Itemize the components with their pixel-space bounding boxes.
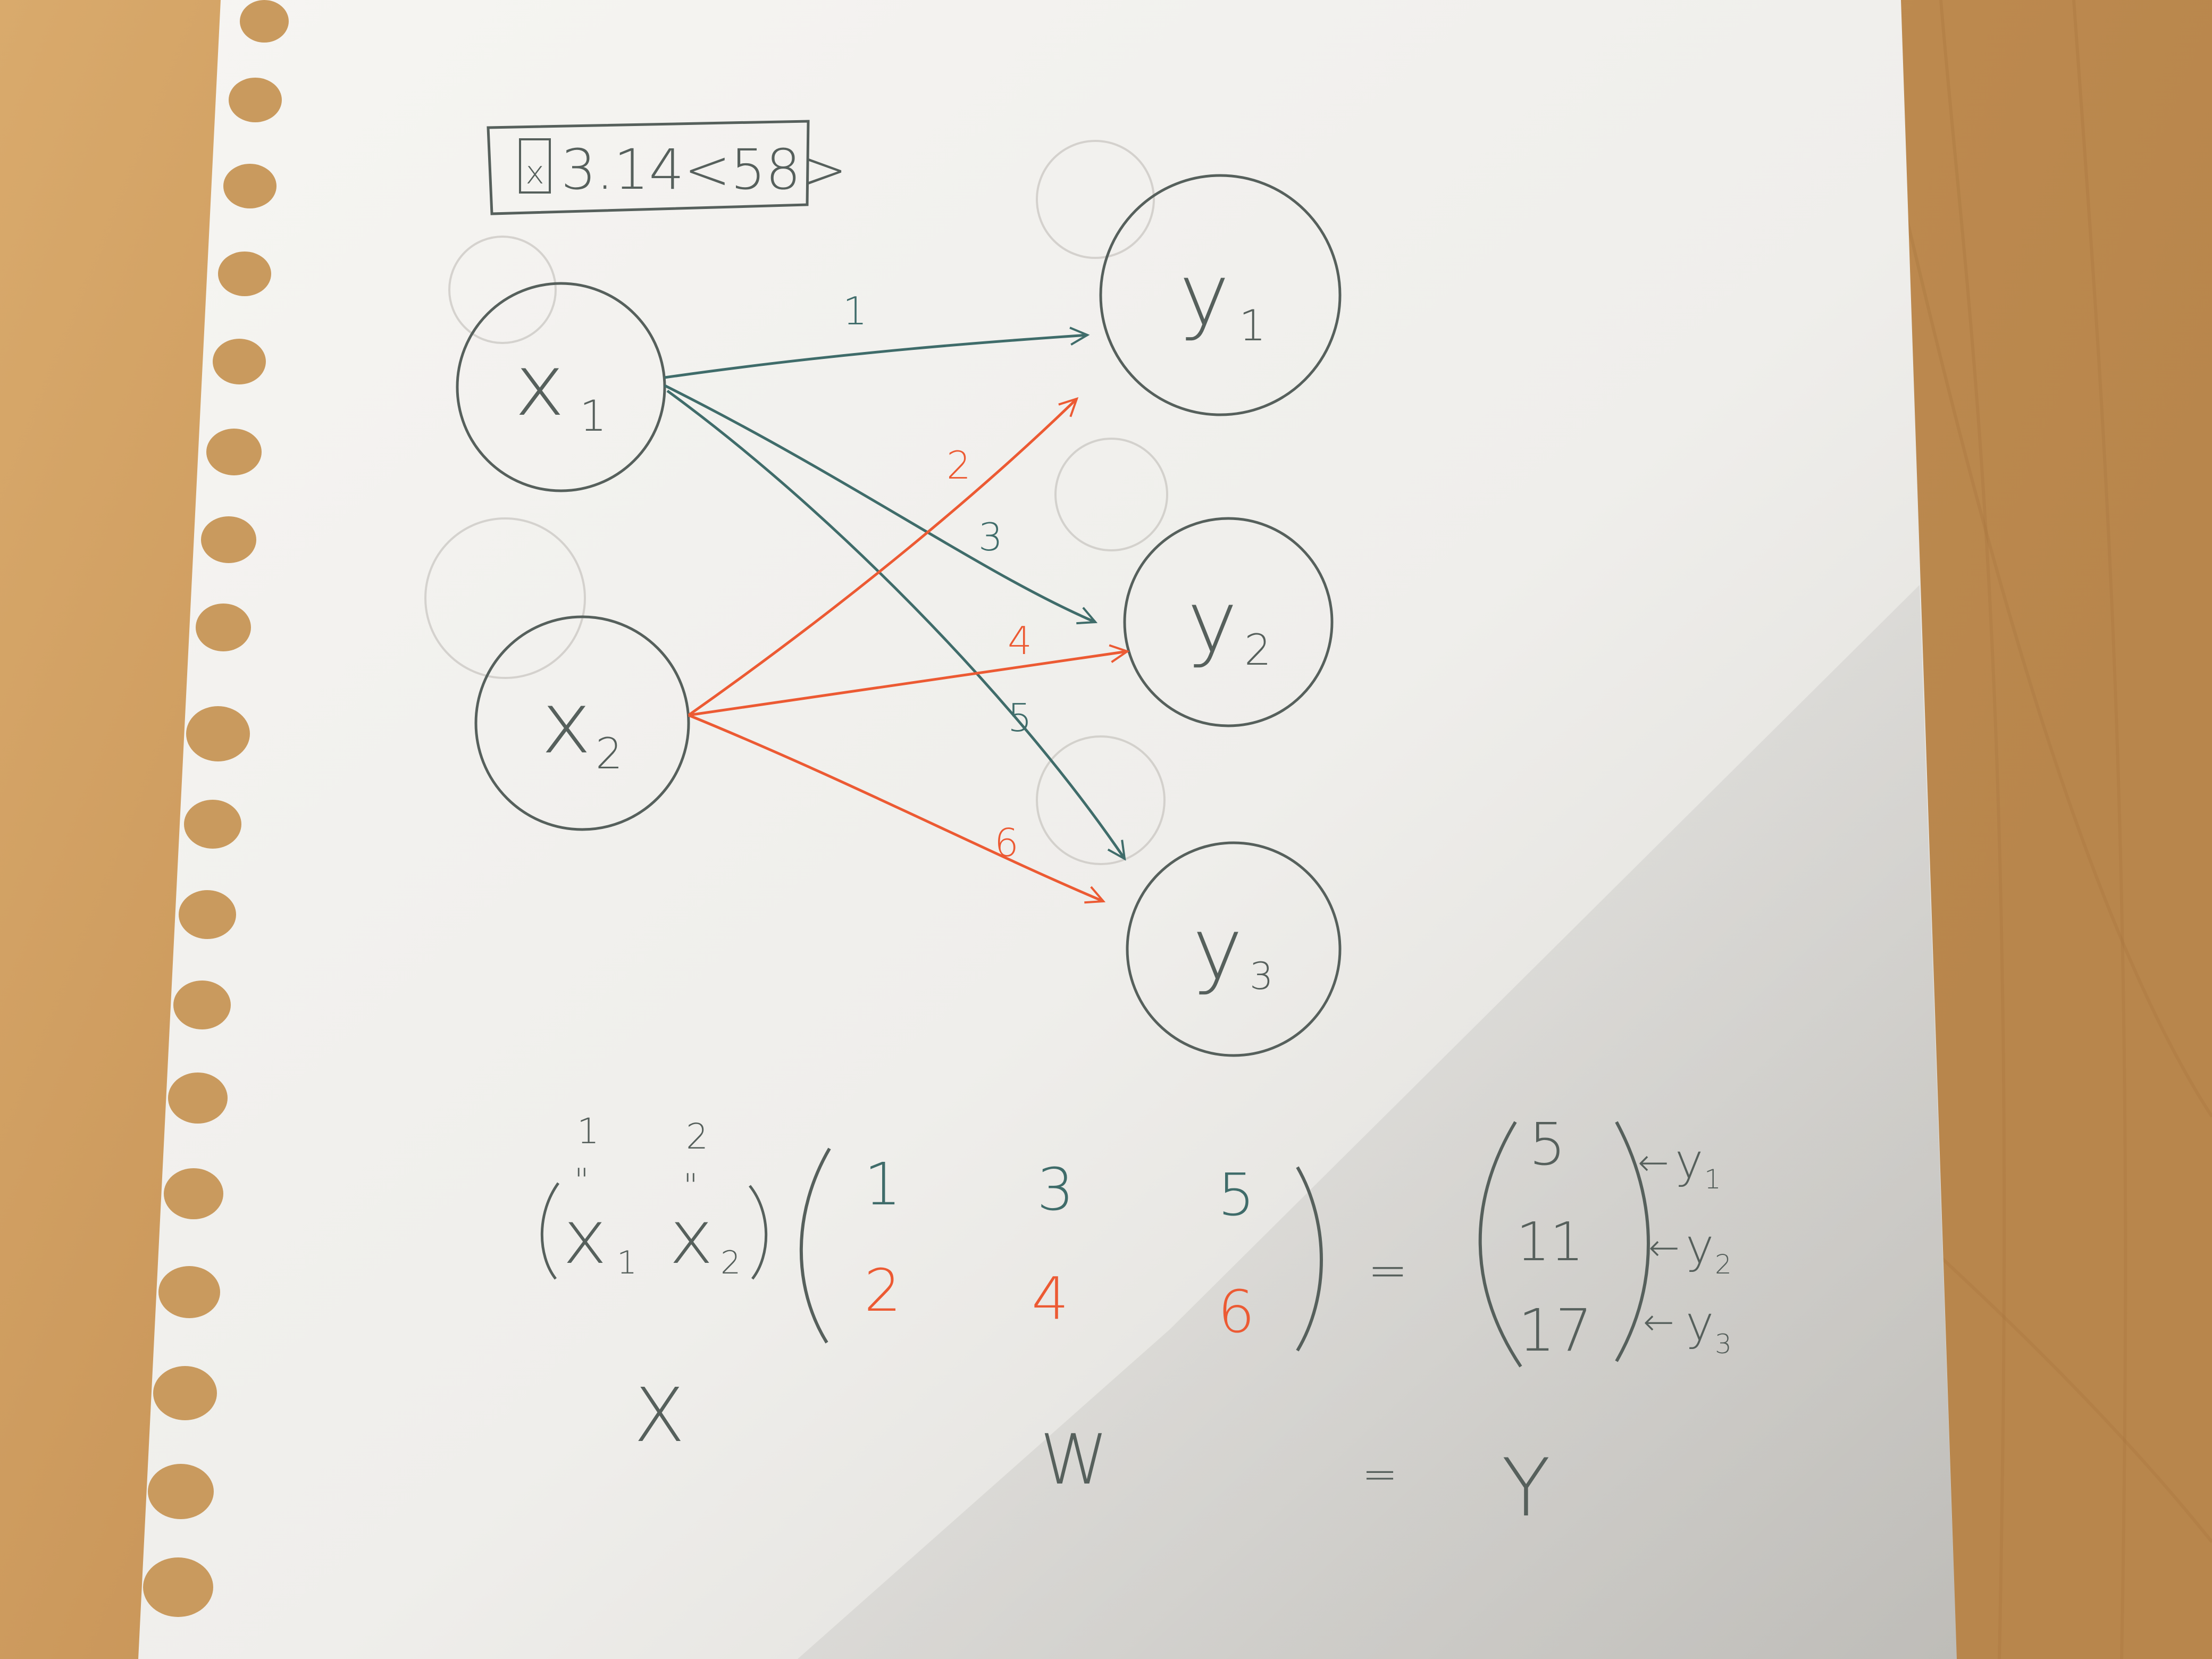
node-y1-symbol: y — [1179, 245, 1230, 345]
x-vector-x1: x — [563, 1194, 607, 1281]
x-top-index-1: 1 — [577, 1111, 599, 1152]
node-y3-symbol: y — [1192, 899, 1243, 999]
label-y: Y — [1502, 1442, 1551, 1535]
node-x2-subscript: 2 — [596, 729, 623, 778]
label-x: X — [634, 1372, 685, 1459]
y-result-1: 5 — [1529, 1110, 1566, 1178]
node-x1-subscript: 1 — [580, 391, 607, 441]
pointer-y2-sub: 2 — [1715, 1249, 1732, 1280]
weight-label-5: 5 — [1008, 696, 1032, 740]
box-label-text: 3.14<58> — [561, 137, 848, 202]
node-x2-symbol: x — [541, 673, 592, 773]
label-w: W — [1040, 1419, 1109, 1500]
equals-sign-2: = — [1362, 1449, 1398, 1499]
pointer-y3: y — [1686, 1296, 1714, 1352]
w-row1-col2: 3 — [1037, 1155, 1074, 1224]
w-row2-col2: 4 — [1032, 1264, 1069, 1333]
pointer-y2: y — [1686, 1219, 1714, 1275]
node-y1-subscript: 1 — [1239, 301, 1266, 350]
weight-label-3: 3 — [978, 515, 1003, 559]
node-y2-subscript: 2 — [1244, 625, 1271, 675]
y-result-2: 11 — [1516, 1211, 1584, 1273]
node-x1-symbol: x — [514, 336, 565, 435]
svg-text:": " — [683, 1167, 698, 1204]
w-row2-col3: 6 — [1218, 1278, 1255, 1346]
weight-label-4: 4 — [1008, 618, 1032, 663]
weight-label-6: 6 — [994, 820, 1019, 865]
x-vector-x1-sub: 1 — [617, 1244, 638, 1281]
svg-text:x: x — [525, 154, 544, 191]
pointer-y1: y — [1675, 1134, 1704, 1189]
node-y3-subscript: 3 — [1250, 954, 1273, 998]
node-y2-symbol: y — [1187, 572, 1238, 672]
pointer-y1-sub: 1 — [1704, 1164, 1721, 1195]
x-vector-x2-sub: 2 — [720, 1244, 741, 1281]
svg-text:←: ← — [1648, 1226, 1680, 1269]
weight-label-2: 2 — [946, 443, 971, 488]
equals-sign: = — [1368, 1243, 1408, 1298]
x-top-index-2: 2 — [686, 1116, 708, 1157]
weight-label-1: 1 — [843, 289, 867, 333]
svg-text:": " — [574, 1162, 589, 1199]
w-row1-col3: 5 — [1218, 1161, 1255, 1229]
pointer-y3-sub: 3 — [1715, 1329, 1732, 1360]
x-vector-x2: x — [669, 1194, 714, 1281]
y-result-3: 17 — [1518, 1296, 1593, 1364]
w-row1-col1: 1 — [864, 1150, 901, 1218]
w-row2-col1: 2 — [864, 1256, 901, 1325]
svg-text:←: ← — [1643, 1300, 1674, 1344]
svg-text:←: ← — [1638, 1141, 1669, 1184]
